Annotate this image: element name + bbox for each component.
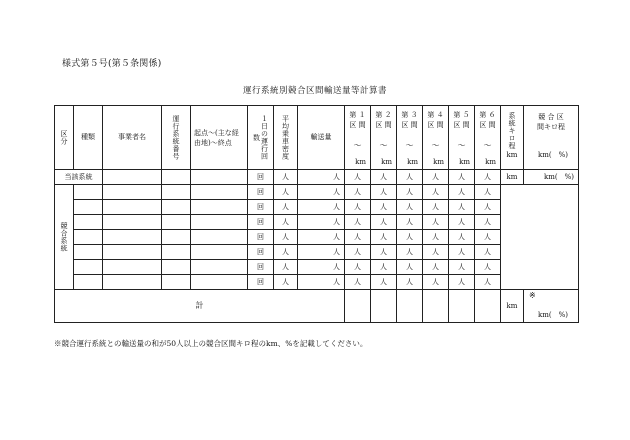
- kyogo-row: [55, 245, 579, 260]
- kyogo-row: [55, 230, 579, 245]
- yusoryo-cell: 人: [298, 185, 345, 200]
- segment-cell: 人: [475, 215, 501, 230]
- shurui-cell: [74, 275, 103, 290]
- segment-cell: 人: [371, 230, 397, 245]
- jigyosha-cell: [103, 245, 162, 260]
- kyogo-kilo-cell: km( %): [524, 170, 579, 185]
- kaisu-cell: 回: [248, 275, 274, 290]
- segment-cell: 人: [345, 215, 371, 230]
- calculation-table: [54, 105, 579, 323]
- yusoryo-cell: 人: [298, 260, 345, 275]
- summary-kyogo-kilo-cell: ※ km( %): [524, 290, 579, 323]
- segment-cell: 人: [345, 170, 371, 185]
- footnote: ※競合運行系統との輸送量の和が50人以上の競合区間キロ程のkm、%を記載してください。: [54, 339, 368, 348]
- segment-cell: 人: [423, 230, 449, 245]
- yusoryo-cell: 人: [298, 170, 345, 185]
- jigyosha-cell: [103, 200, 162, 215]
- header-segment-3: 第 ３ 区 間 ～ km: [397, 106, 423, 170]
- segment-cell: 人: [449, 260, 475, 275]
- heikin-cell: 人: [274, 230, 298, 245]
- kiten-cell: [191, 245, 248, 260]
- segment-cell: 人: [345, 260, 371, 275]
- keitou-bango-cell: [162, 275, 191, 290]
- segment-cell: 人: [449, 230, 475, 245]
- summary-row: [55, 290, 579, 323]
- header-kyogo-kilo: 競 合 区 間キロ程 km( %): [524, 106, 579, 170]
- segment-cell: 人: [371, 185, 397, 200]
- segment-cell: 人: [423, 200, 449, 215]
- segment-cell: 人: [449, 275, 475, 290]
- keitou-bango-cell: [162, 260, 191, 275]
- header-keitou-kilo: 系統キロ程 km: [501, 106, 524, 170]
- summary-label: 計: [55, 290, 345, 323]
- summary-segment-cell: [397, 290, 423, 323]
- kaisu-cell: 回: [248, 260, 274, 275]
- summary-segment-cell: [345, 290, 371, 323]
- kyogo-label: 競合系統: [55, 185, 74, 290]
- segment-cell: 人: [371, 245, 397, 260]
- keitou-kilo-cell: km: [501, 170, 524, 185]
- jigyosha-cell: [103, 230, 162, 245]
- segment-cell: 人: [449, 245, 475, 260]
- keitou-bango-cell: [162, 185, 191, 200]
- heikin-cell: 人: [274, 215, 298, 230]
- segment-cell: 人: [449, 215, 475, 230]
- kiten-cell: [191, 260, 248, 275]
- segment-cell: 人: [397, 230, 423, 245]
- segment-cell: 人: [345, 200, 371, 215]
- document-title: 運行系統別競合区間輸送量等計算書: [242, 86, 387, 96]
- kaisu-cell: 回: [248, 245, 274, 260]
- segment-cell: 人: [345, 230, 371, 245]
- yusoryo-cell: 人: [298, 230, 345, 245]
- yusoryo-cell: 人: [298, 275, 345, 290]
- segment-cell: 人: [371, 260, 397, 275]
- header-segment-2: 第 ２ 区 間 ～ km: [371, 106, 397, 170]
- keitou-bango-cell: [162, 170, 191, 185]
- segment-cell: 人: [345, 275, 371, 290]
- kaisu-cell: 回: [248, 200, 274, 215]
- keitou-bango-cell: [162, 245, 191, 260]
- kaisu-cell: 回: [248, 185, 274, 200]
- segment-cell: 人: [371, 170, 397, 185]
- segment-cell: 人: [475, 185, 501, 200]
- segment-cell: 人: [475, 260, 501, 275]
- kiten-cell: [191, 230, 248, 245]
- segment-cell: 人: [475, 245, 501, 260]
- segment-cell: 人: [397, 275, 423, 290]
- header-segment-5: 第 ５ 区 間 ～ km: [449, 106, 475, 170]
- segment-cell: 人: [371, 275, 397, 290]
- segment-cell: 人: [449, 185, 475, 200]
- segment-cell: 人: [423, 170, 449, 185]
- header-kubun: 区分: [55, 106, 74, 170]
- kiten-cell: [191, 215, 248, 230]
- jigyosha-cell: [103, 185, 162, 200]
- kaisu-cell: 回: [248, 230, 274, 245]
- jigyosha-cell: [103, 260, 162, 275]
- heikin-cell: 人: [274, 245, 298, 260]
- kyogo-row: [55, 215, 579, 230]
- summary-segment-cell: [423, 290, 449, 323]
- segment-cell: 人: [397, 215, 423, 230]
- kyogo-row: [55, 185, 579, 200]
- heikin-cell: 人: [274, 170, 298, 185]
- segment-cell: 人: [423, 185, 449, 200]
- kiten-cell: [191, 170, 248, 185]
- segment-cell: 人: [475, 275, 501, 290]
- header-unko-kaisu: １日の運行回数: [248, 106, 274, 170]
- summary-keitou-kilo-cell: km: [501, 290, 524, 323]
- segment-cell: 人: [397, 245, 423, 260]
- header-yusoryo: 輸送量: [298, 106, 345, 170]
- shurui-cell: [74, 215, 103, 230]
- form-label: 様式第５号(第５条関係): [62, 59, 162, 69]
- segment-cell: 人: [371, 215, 397, 230]
- header-segment-6: 第 ６ 区 間 ～ km: [475, 106, 501, 170]
- jigyosha-cell: [103, 275, 162, 290]
- segment-cell: 人: [345, 245, 371, 260]
- kaisu-cell: 回: [248, 170, 274, 185]
- segment-cell: 人: [423, 215, 449, 230]
- gaito-row: [55, 170, 579, 185]
- header-shurui: 種類: [74, 106, 103, 170]
- segment-cell: 人: [475, 170, 501, 185]
- kiten-cell: [191, 275, 248, 290]
- segment-cell: 人: [397, 200, 423, 215]
- segment-cell: 人: [423, 275, 449, 290]
- keitou-bango-cell: [162, 215, 191, 230]
- keitou-bango-cell: [162, 200, 191, 215]
- reference-mark: ※: [529, 291, 536, 300]
- header-row: [55, 106, 579, 170]
- segment-cell: 人: [475, 230, 501, 245]
- kyogo-row: [55, 260, 579, 275]
- header-heikin: 平均乗車密度: [274, 106, 298, 170]
- yusoryo-cell: 人: [298, 215, 345, 230]
- header-segment-1: 第 １ 区 間 ～ km: [345, 106, 371, 170]
- summary-segment-cell: [475, 290, 501, 323]
- kiten-cell: [191, 185, 248, 200]
- segment-cell: 人: [397, 260, 423, 275]
- jigyosha-cell: [103, 215, 162, 230]
- kaisu-cell: 回: [248, 215, 274, 230]
- header-segment-4: 第 ４ 区 間 ～ km: [423, 106, 449, 170]
- yusoryo-cell: 人: [298, 200, 345, 215]
- segment-cell: 人: [345, 185, 371, 200]
- keitou-bango-cell: [162, 230, 191, 245]
- shurui-cell: [74, 200, 103, 215]
- heikin-cell: 人: [274, 200, 298, 215]
- kyogo-row: [55, 275, 579, 290]
- segment-cell: 人: [423, 260, 449, 275]
- kiten-cell: [191, 200, 248, 215]
- shurui-cell: [74, 260, 103, 275]
- segment-cell: 人: [449, 200, 475, 215]
- segment-cell: 人: [449, 170, 475, 185]
- segment-cell: 人: [371, 200, 397, 215]
- blank-area: [501, 185, 579, 290]
- shurui-cell: [74, 230, 103, 245]
- segment-cell: 人: [475, 200, 501, 215]
- segment-cell: 人: [423, 245, 449, 260]
- summary-segment-cell: [449, 290, 475, 323]
- jigyosha-cell: [103, 170, 162, 185]
- shurui-cell: [74, 185, 103, 200]
- segment-cell: 人: [397, 185, 423, 200]
- heikin-cell: 人: [274, 185, 298, 200]
- segment-cell: 人: [397, 170, 423, 185]
- header-keitou-bango: 運行系統番号: [162, 106, 191, 170]
- header-kiten: 起点～(主な経由地)～終点: [191, 106, 248, 170]
- gaito-label: 当該系統: [55, 170, 103, 185]
- header-jigyosha: 事業者名: [103, 106, 162, 170]
- yusoryo-cell: 人: [298, 245, 345, 260]
- summary-segment-cell: [371, 290, 397, 323]
- shurui-cell: [74, 245, 103, 260]
- heikin-cell: 人: [274, 260, 298, 275]
- heikin-cell: 人: [274, 275, 298, 290]
- kyogo-row: [55, 200, 579, 215]
